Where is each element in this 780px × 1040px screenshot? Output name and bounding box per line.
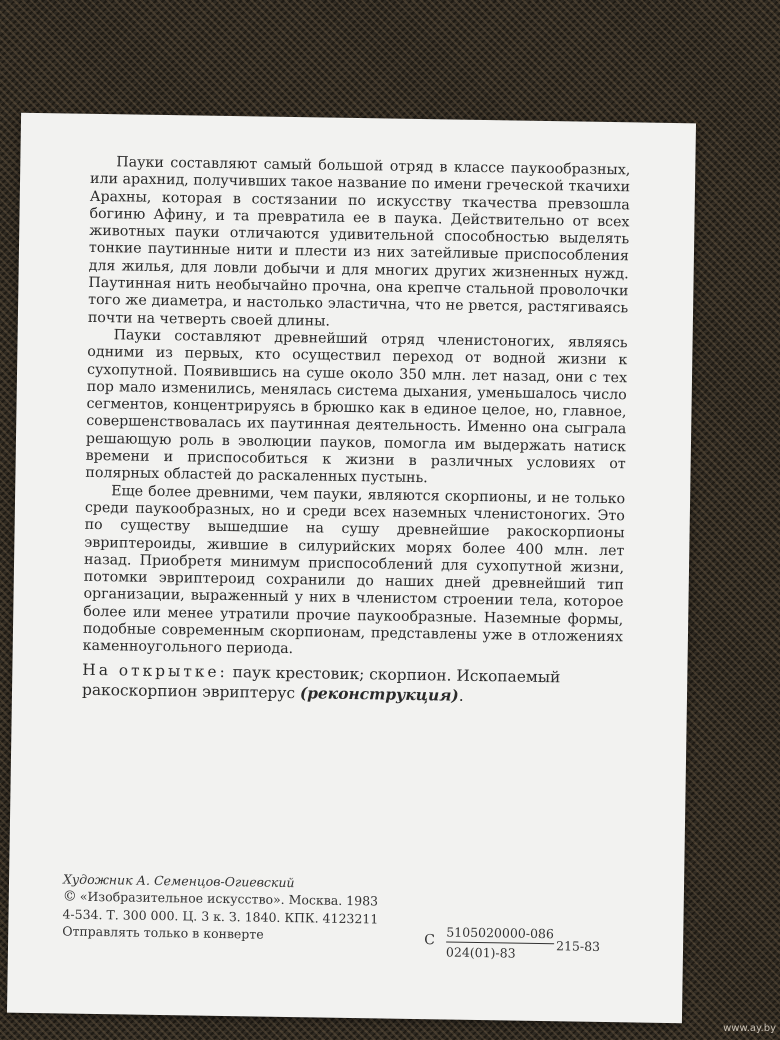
description-text — [82, 154, 631, 708]
publisher-text: «Изобразительное искусство». Москва. 1983 — [79, 888, 379, 909]
caption-reconstruction: (реконструкция) — [299, 683, 459, 705]
catalog-code — [424, 924, 604, 961]
print-info: 4-534. Т. 300 000. Ц. 3 к. З. 1840. КПК. 4123211 — [62, 906, 379, 927]
paragraph-spiders-evolution: Пауки составляют древнейший отряд членистоногих, являясь одними из первых, кто осуществил переход от водной жизни к сухопутной. Появившись на суше около 350 млн. лет назад, они с тех пор мало изменились, менялась система дыхания, уменьшалось число сегментов, концентрируясь в брюшко как в единое целое, но, главное, совершенствовалась их паутинная деятельность. Именно она сыграла решающую роль в эволюции пауков, помогла им выдержать натиск времени и приспособиться к жизни в различных условиях от полярных областей до раскаленных пустынь. — [85, 327, 628, 487]
mailing-note: Отправлять только в конверте — [62, 923, 264, 942]
caption-end: . — [458, 686, 464, 705]
caption-lead: На открытке: — [82, 660, 228, 681]
copyright-symbol: © — [62, 888, 77, 905]
imprint-block — [62, 871, 423, 946]
code-denominator: 024(01)-83 — [445, 944, 516, 961]
paragraph-scorpions: Еще более древними, чем пауки, являются скорпионы, и не только среди паукообразных, но и среди всех наземных членистоногих. Это по существу вышедшие на сушу древнейшие ракоскорпионы эвриптероиды, жившие в силурийских морях более 400 млн. лет назад. Приобретя минимум приспособлений для сухопутной жизни, потомки эвриптероид сохранили до наших дней древнейший тип организации, выраженный у них в членистом строении тела, которое более или менее утратили прочие паукообразные. Наземные формы, подобные современным скорпионам, представлены уже в отложениях каменноугольного периода. — [82, 482, 626, 658]
code-numerator: 5105020000-086 — [446, 925, 554, 945]
code-letter: С — [424, 932, 436, 949]
postcard-caption — [82, 659, 623, 707]
code-suffix: 215-83 — [555, 938, 601, 954]
artist-credit: Художник А. Семенцов-Огиевский — [62, 871, 295, 891]
paragraph-spiders: Пауки составляют самый большой отряд в классе паукообразных, или арахнид, получивших такое название по имени греческой ткачихи Арахны, которая в состязании по искусству ткачества превзошла богиню Афину, и та превратила ее в паука. Действительно от всех животных пауки отличаются удивительной способностью выделять тонкие паутинные нити и плести из них затейливые приспособления для жилья, для ловли добычи и для многих других жизненных нужд. Паутинная нить необычайно прочна, она крепче стальной проволочки того же диаметра, и настолько эластична, что не рвется, растягиваясь почти на четверть своей длины. — [87, 154, 631, 330]
site-watermark: www.ay.by — [723, 1023, 776, 1034]
caption-text: паук крестовик; скорпион. Ископаемый ракоскорпион эвриптерус — [81, 662, 561, 702]
postcard-back — [7, 113, 696, 1023]
